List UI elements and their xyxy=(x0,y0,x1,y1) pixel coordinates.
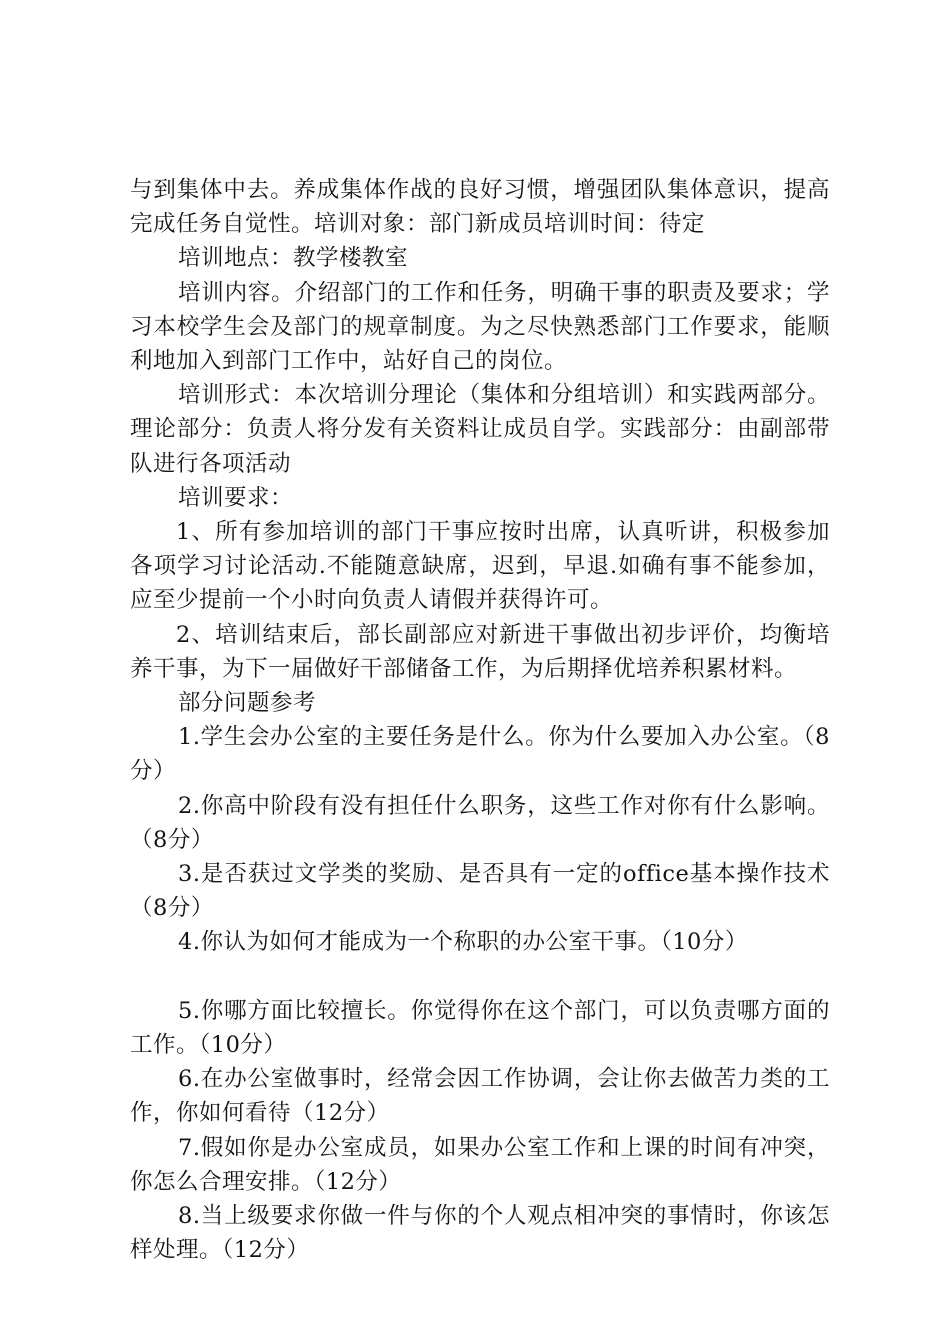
question-7: 7.假如你是办公室成员，如果办公室工作和上课的时间有冲突，你怎么合理安排。（12分） xyxy=(130,1134,830,1195)
paragraph-purpose: 与到集体中去。养成集体作战的良好习惯，增强团队集体意识，提高完成任务自觉性。培训对象：部门新成员培训时间：待定 xyxy=(130,177,830,238)
blank-line xyxy=(130,960,830,994)
paragraph-training-content: 培训内容。介绍部门的工作和任务，明确干事的职责及要求；学习本校学生会及部门的规章制度。为之尽快熟悉部门工作要求，能顺利地加入到部门工作中，站好自己的岗位。 xyxy=(130,279,830,375)
paragraph-requirement-2: 2、培训结束后，部长副部应对新进干事做出初步评价，均衡培养干事，为下一届做好干部储备工作，为后期择优培养积累材料。 xyxy=(130,621,830,682)
question-5: 5.你哪方面比较擅长。你觉得你在这个部门，可以负责哪方面的工作。（10分） xyxy=(130,997,830,1059)
paragraph-training-location: 培训地点：教学楼教室 xyxy=(178,245,409,272)
question-1: 1.学生会办公室的主要任务是什么。你为什么要加入办公室。（8分） xyxy=(130,724,830,785)
paragraph-training-requirements-heading: 培训要求： xyxy=(178,484,294,511)
question-4: 4.你认为如何才能成为一个称职的办公室干事。（10分） xyxy=(178,929,748,956)
question-8: 8.当上级要求你做一件与你的个人观点相冲突的事情时，你该怎样处理。（12分） xyxy=(130,1203,830,1264)
paragraph-training-format: 培训形式：本次培训分理论（集体和分组培训）和实践两部分。理论部分：负责人将分发有关资料让成员自学。实践部分：由副部带队进行各项活动 xyxy=(130,382,830,477)
paragraph-questions-heading: 部分问题参考 xyxy=(178,690,317,717)
question-3: 3.是否获过文学类的奖励、是否具有一定的office基本操作技术（8分） xyxy=(130,861,830,922)
question-2: 2.你高中阶段有没有担任什么职务，这些工作对你有什么影响。（8分） xyxy=(130,792,830,853)
question-6: 6.在办公室做事时，经常会因工作协调，会让你去做苦力类的工作，你如何看待（12分） xyxy=(130,1066,830,1127)
document-body xyxy=(130,173,830,1267)
paragraph-requirement-1: 1、所有参加培训的部门干事应按时出席，认真听讲，积极参加各项学习讨论活动.不能随意缺席，迟到，早退.如确有事不能参加，应至少提前一个小时向负责人请假并获得许可。 xyxy=(130,519,830,614)
